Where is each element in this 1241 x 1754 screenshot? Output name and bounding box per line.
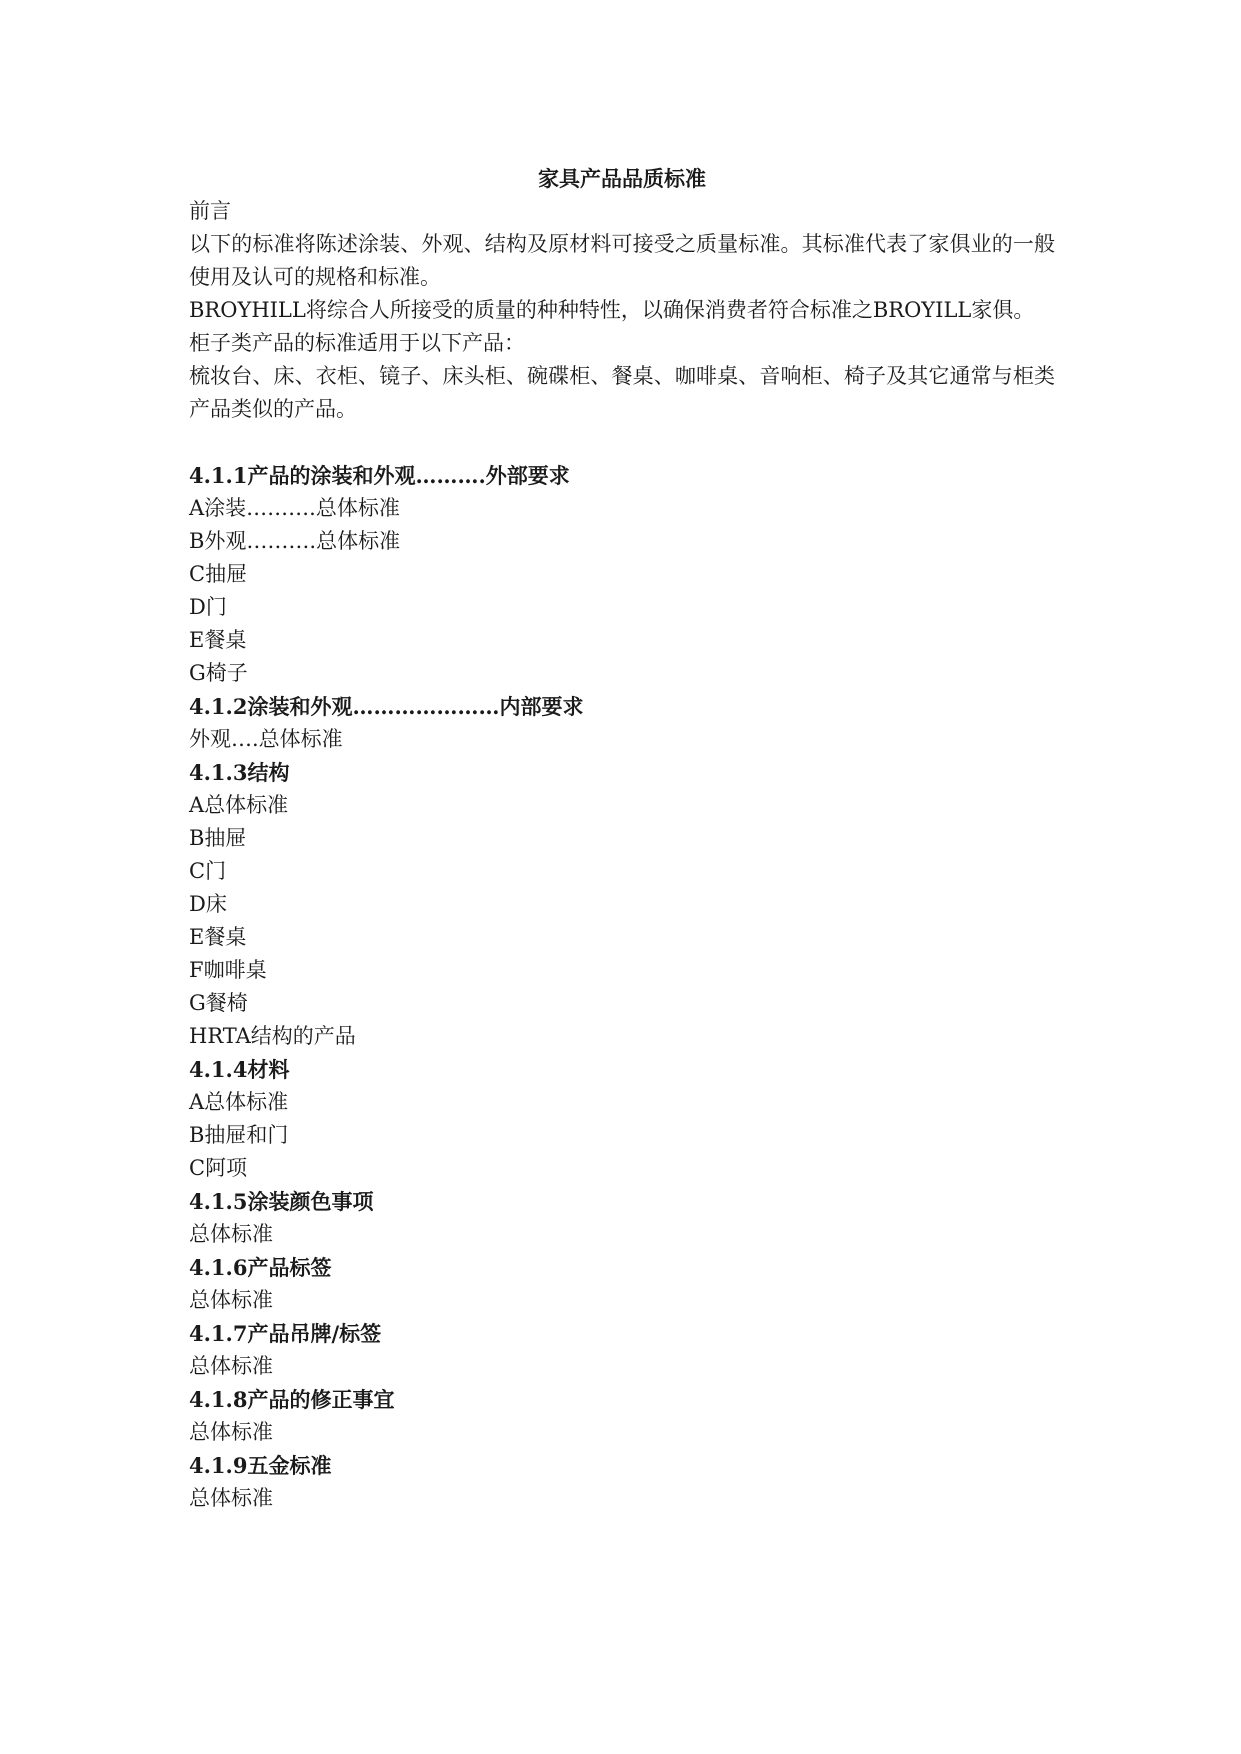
section-item: E餐桌 (189, 925, 247, 949)
section-item: C抽屉 (189, 562, 248, 586)
document-page (189, 162, 1055, 1515)
section-item: HRTA结构的产品 (189, 1024, 356, 1048)
section-item: G椅子 (189, 661, 248, 685)
preface-heading: 前言 (189, 199, 231, 223)
section-item: 总体标准 (189, 1222, 273, 1246)
section-item: D床 (189, 892, 227, 916)
document-title: 家具产品品质标准 (538, 166, 706, 191)
preface-paragraph: 以下的标准将陈述涂装、外观、结构及原材料可接受之质量标准。其标准代表了家俱业的一般使用及认可的规格和标准。 (189, 232, 1055, 289)
section-heading: 4.1.1产品的涂装和外观……….外部要求 (189, 463, 570, 488)
blank-line (189, 426, 1055, 459)
section-item: A总体标准 (189, 793, 289, 817)
section-item: 总体标准 (189, 1354, 273, 1378)
section-item: D门 (189, 595, 227, 619)
section-item: C门 (189, 859, 227, 883)
section-item: B抽屉和门 (189, 1123, 289, 1147)
section-heading: 4.1.2涂装和外观…………………内部要求 (189, 694, 584, 719)
section-item: 总体标准 (189, 1486, 273, 1510)
section-item: B抽屉 (189, 826, 247, 850)
preface-paragraph: BROYHILL将综合人所接受的质量的种种特性，以确保消费者符合标准之BROYILL家俱。 (189, 298, 1035, 322)
section-item: 总体标准 (189, 1420, 273, 1444)
section-item: A涂装……….总体标准 (189, 496, 400, 520)
section-item: 外观….总体标准 (189, 727, 343, 751)
preface-paragraph: 梳妆台、床、衣柜、镜子、床头柜、碗碟柜、餐桌、咖啡桌、音响柜、椅子及其它通常与柜类产品类似的产品。 (189, 364, 1055, 421)
section-heading: 4.1.3结构 (189, 760, 290, 785)
section-list (189, 459, 1055, 1515)
section-item: 总体标准 (189, 1288, 273, 1312)
section-item: C阿项 (189, 1156, 248, 1180)
section-item: E餐桌 (189, 628, 247, 652)
section-heading: 4.1.7产品吊牌/标签 (189, 1321, 382, 1346)
section-item: F咖啡桌 (189, 958, 267, 982)
section-item: B外观……….总体标准 (189, 529, 401, 553)
section-heading: 4.1.6产品标签 (189, 1255, 332, 1280)
section-heading: 4.1.9五金标准 (189, 1453, 332, 1478)
section-heading: 4.1.5涂装颜色事项 (189, 1189, 374, 1214)
section-heading: 4.1.4材料 (189, 1057, 290, 1082)
section-heading: 4.1.8产品的修正事宜 (189, 1387, 395, 1412)
preface-paragraph: 柜子类产品的标准适用于以下产品： (189, 331, 525, 355)
section-item: A总体标准 (189, 1090, 289, 1114)
section-item: G餐椅 (189, 991, 248, 1015)
